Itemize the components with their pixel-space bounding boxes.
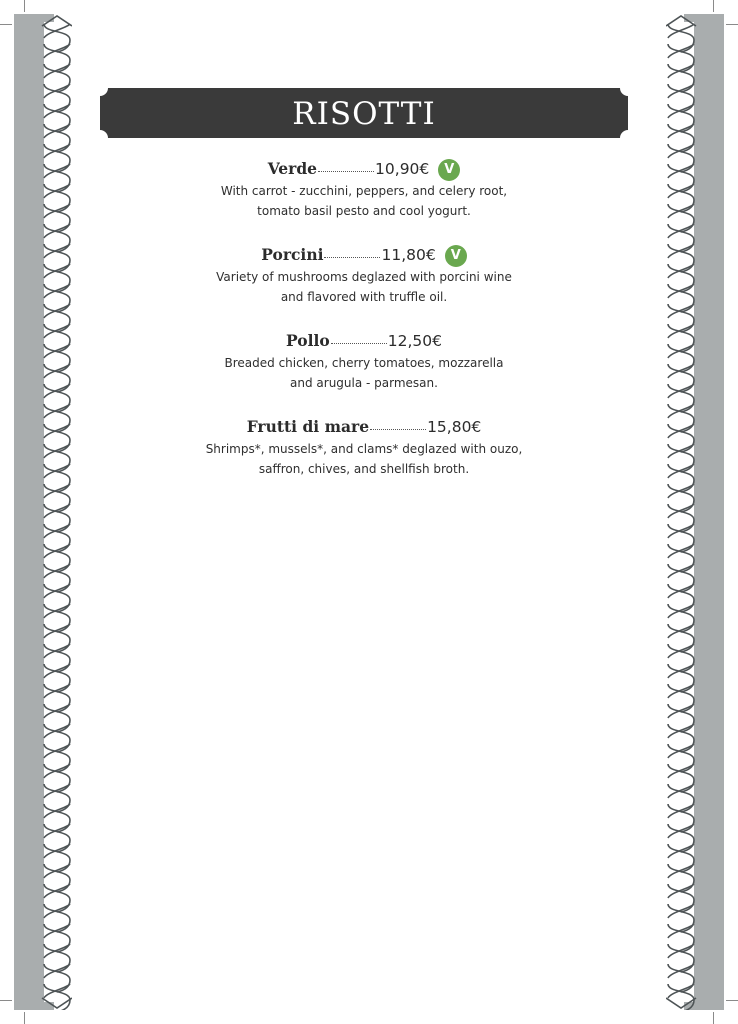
menu-item-description: [150, 440, 578, 479]
crop-mark: [0, 1000, 12, 1001]
right-rope-border: [666, 14, 724, 1010]
crop-mark: [713, 0, 714, 12]
description-line: Variety of mushrooms deglazed with porcini wine: [216, 270, 512, 284]
description-line: and arugula - parmesan.: [290, 375, 438, 390]
crop-mark: [726, 24, 738, 25]
description-line: tomato basil pesto and cool yogurt.: [257, 203, 471, 218]
dot-leader: [331, 342, 387, 344]
description-line: and flavored with truffle oil.: [280, 289, 448, 304]
crop-mark: [24, 0, 25, 12]
description-line: With carrot - zucchini, peppers, and celery root,: [220, 184, 508, 198]
menu-item-price: 12,50€: [387, 332, 442, 350]
menu-item-header: [150, 156, 578, 182]
menu-item: [150, 328, 578, 414]
menu-item-header: [150, 242, 578, 268]
crop-mark: [726, 1000, 738, 1001]
crop-mark: [713, 1012, 714, 1024]
menu-item: [150, 242, 578, 328]
description-line: Breaded chicken, cherry tomatoes, mozzarella: [224, 356, 504, 370]
menu-item-header: [150, 328, 578, 354]
menu-item-description: [150, 354, 578, 393]
rope-pattern-icon: [14, 14, 72, 1010]
crop-mark: [24, 1012, 25, 1024]
left-rope-border: [14, 14, 72, 1010]
menu-item-description: [150, 182, 578, 221]
menu-item-price: 11,80€: [381, 246, 436, 264]
menu-item-header: [150, 414, 578, 440]
menu-item-name: Pollo: [286, 331, 330, 350]
menu-item-description: [150, 268, 578, 307]
menu-list: [150, 156, 578, 500]
menu-item: [150, 414, 578, 500]
title-banner: [100, 88, 628, 138]
menu-item-price: 15,80€: [427, 418, 482, 436]
menu-item-name: Frutti di mare: [246, 417, 370, 436]
menu-item: [150, 156, 578, 242]
dot-leader: [324, 256, 380, 258]
crop-mark: [0, 24, 12, 25]
menu-item-name: Verde: [267, 159, 318, 178]
rope-pattern-icon: [666, 14, 724, 1010]
menu-item-name: Porcini: [261, 245, 324, 264]
description-line: saffron, chives, and shellfish broth.: [258, 461, 470, 476]
vegetarian-icon: V: [445, 245, 467, 267]
dot-leader: [318, 170, 374, 172]
vegetarian-icon: V: [438, 159, 460, 181]
page-title: RISOTTI: [292, 96, 436, 132]
dot-leader: [370, 428, 426, 430]
menu-item-price: 10,90€: [375, 160, 430, 178]
description-line: Shrimps*, mussels*, and clams* deglazed with ouzo,: [205, 442, 523, 456]
